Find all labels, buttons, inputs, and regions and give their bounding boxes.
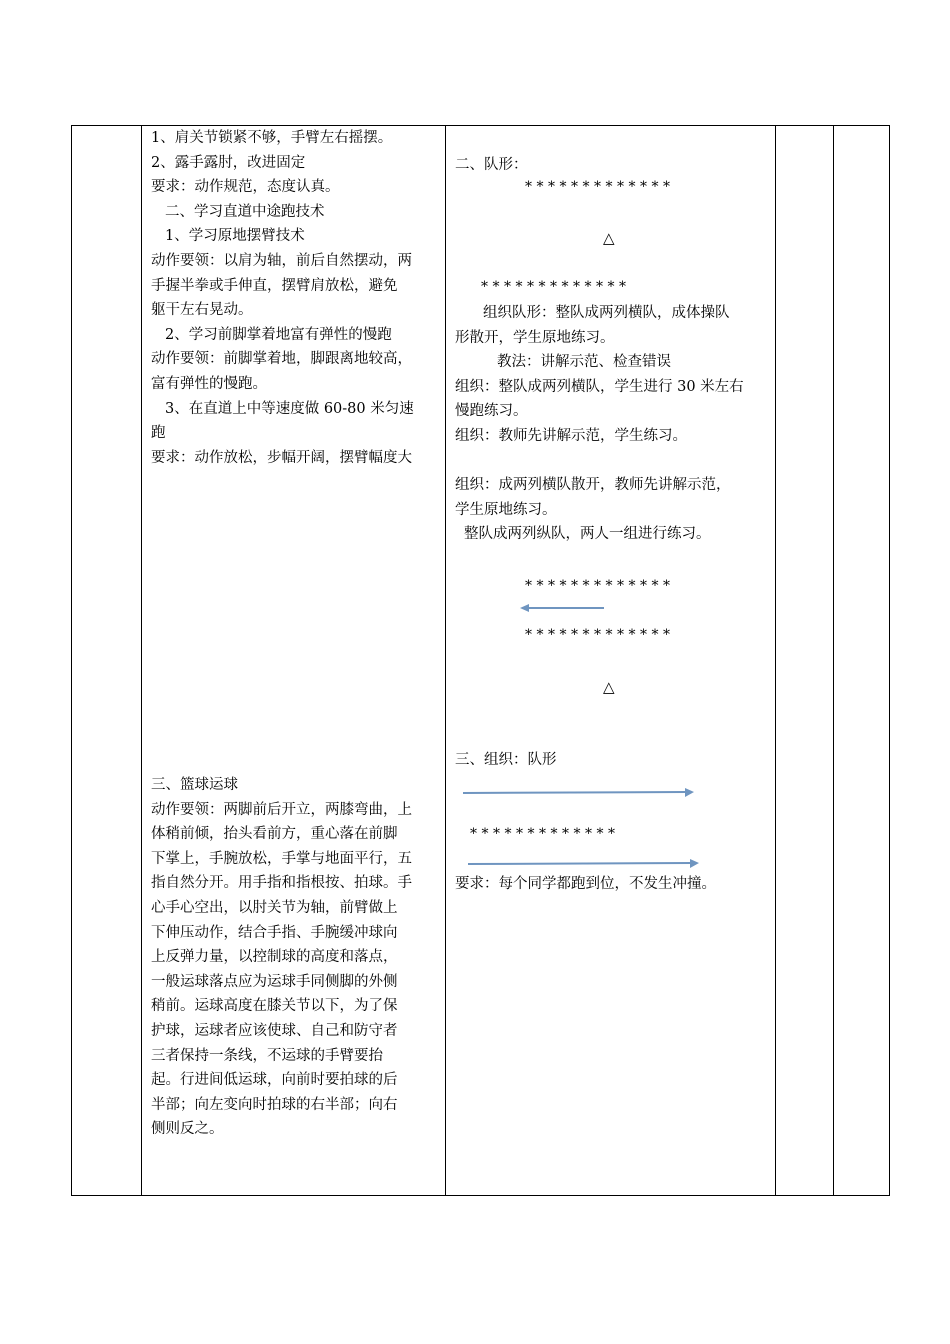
text-line: 组织：成两列横队散开，教师先讲解示范， <box>455 477 731 494</box>
right-arrow-icon <box>468 859 700 869</box>
organization-text-block <box>455 301 744 547</box>
text-line: 教法：讲解示范、检查错误 <box>497 354 671 371</box>
text-line: 护球，运球者应该使球、自己和防守者 <box>151 1022 398 1039</box>
text-line: 动作要领：以肩为轴，前后自然摆动，两 <box>151 252 412 269</box>
text-line: 指自然分开。用手指和指根按、拍球。手 <box>151 875 412 892</box>
text-line: 动作要领：两脚前后开立，两膝弯曲，上 <box>151 801 412 818</box>
text-line: 下伸压动作，结合手指、手腕缓冲球向 <box>151 924 398 941</box>
text-line: 形散开，学生原地练习。 <box>455 329 615 346</box>
formation-title: 二、队形： <box>455 157 528 173</box>
text-line: 要求：动作规范，态度认真。 <box>151 179 340 196</box>
student-row-stars: ************* <box>470 826 620 842</box>
text-line: 要求：动作放松，步幅开阔，摆臂幅度大 <box>151 449 412 466</box>
text-line: 三者保持一条线，不运球的手臂要抬 <box>151 1047 383 1064</box>
student-row-stars: ************* <box>525 179 675 195</box>
text-line: 1、学习原地摆臂技术 <box>165 228 305 245</box>
requirement-text: 要求：每个同学都跑到位，不发生冲撞。 <box>455 876 716 892</box>
text-line: 二、学习直道中途跑技术 <box>165 203 325 220</box>
teaching-content-cell <box>142 126 446 1195</box>
left-arrow-icon <box>520 603 606 613</box>
text-line: 组织：整队成两列横队，学生进行 30 米左右 <box>455 378 744 395</box>
student-row-stars: ************* <box>481 279 631 295</box>
text-line: 富有弹性的慢跑。 <box>151 375 267 392</box>
text-line: 下掌上，手腕放松，手掌与地面平行，五 <box>151 850 412 867</box>
text-line: 半部；向左变向时拍球的右半部；向右 <box>151 1096 398 1113</box>
text-line: 学生原地练习。 <box>455 501 557 518</box>
text-line: 稍前。运球高度在膝关节以下，为了保 <box>151 998 398 1015</box>
text-line: 侧则反之。 <box>151 1121 224 1138</box>
text-line: 组织：教师先讲解示范，学生练习。 <box>455 427 687 444</box>
text-line: 组织队形：整队成两列横队，成体操队 <box>483 305 730 321</box>
text-line: 3、在直道上中等速度做 60-80 米匀速 <box>165 400 414 417</box>
text-line: 一般运球落点应为运球手同侧脚的外侧 <box>151 973 398 990</box>
text-line: 2、学习前脚掌着地富有弹性的慢跑 <box>165 326 392 343</box>
text-line: 跑 <box>151 425 166 442</box>
section-heading: 三、篮球运球 <box>151 777 238 793</box>
content-block-basketball <box>151 773 412 1142</box>
content-block-top <box>151 126 414 470</box>
text-line: 2、露手露肘，改进固定 <box>151 154 306 171</box>
text-line: 手握半拳或手伸直，摆臂肩放松，避免 <box>151 277 398 294</box>
empty-cell <box>834 126 890 1195</box>
text-line <box>455 449 744 474</box>
text-line: 躯干左右晃动。 <box>151 302 253 319</box>
text-line: 慢跑练习。 <box>455 403 528 420</box>
text-line: 整队成两列纵队，两人一组进行练习。 <box>464 526 711 543</box>
section-heading: 三、组织：队形 <box>455 752 557 768</box>
student-row-stars: ************* <box>525 627 675 643</box>
text-line: 心手心空出，以肘关节为轴，前臂做上 <box>151 899 398 916</box>
text-line: 起。行进间低运球，向前时要拍球的后 <box>151 1072 398 1089</box>
lesson-plan-table <box>71 125 890 1196</box>
text-line: 动作要领：前脚掌着地，脚跟离地较高， <box>151 351 412 368</box>
teacher-triangle: △ <box>603 678 615 696</box>
empty-cell <box>776 126 833 1195</box>
text-line: 体稍前倾，抬头看前方，重心落在前脚 <box>151 826 398 843</box>
teacher-triangle: △ <box>603 229 615 247</box>
student-row-stars: ************* <box>525 578 675 594</box>
text-line: 1、肩关节锁紧不够，手臂左右摇摆。 <box>151 130 393 146</box>
right-arrow-icon <box>463 788 695 798</box>
organization-cell <box>446 126 776 1195</box>
text-line: 上反弹力量，以控制球的高度和落点， <box>151 949 398 966</box>
